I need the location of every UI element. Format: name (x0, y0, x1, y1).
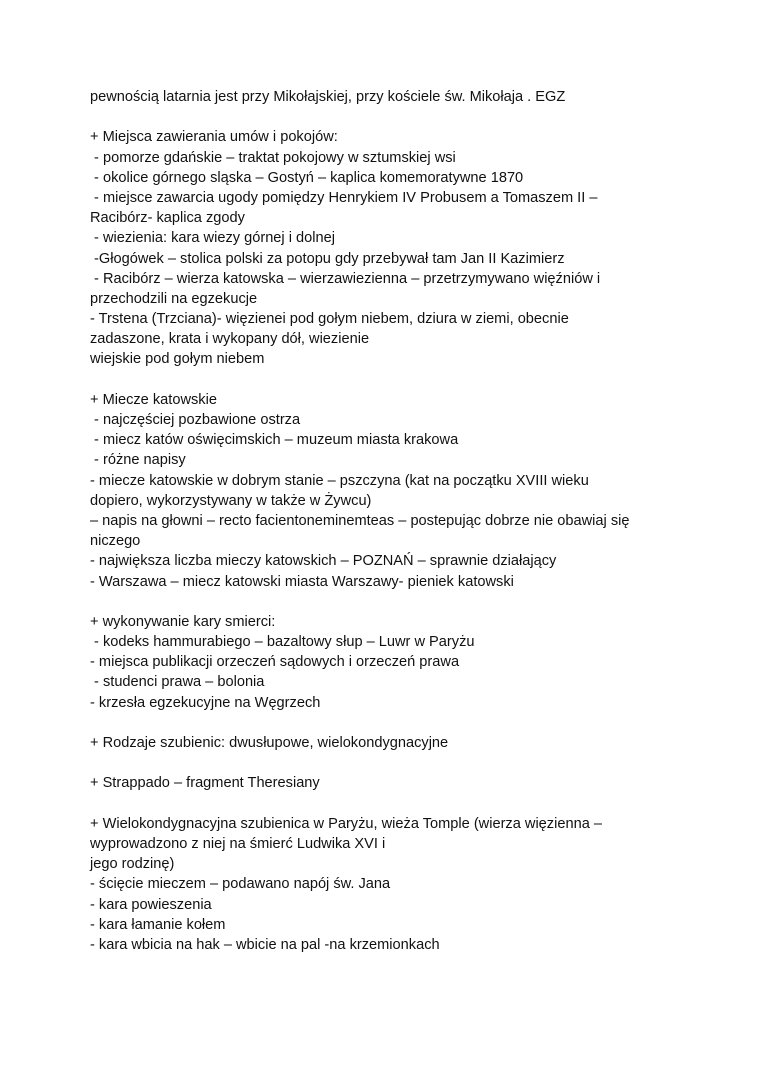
text-line: Racibórz- kaplica zgody (90, 210, 245, 227)
blank-line (90, 713, 730, 733)
text-line: - kara łamanie kołem (90, 916, 226, 933)
text-line: - pomorze gdańskie – traktat pokojowy w sztumskiej wsi (90, 149, 456, 166)
section-heading: + wykonywanie kary smierci: (90, 613, 276, 630)
section-heading: + Rodzaje szubienic: dwusłupowe, wielokondygnacyjne (90, 735, 449, 751)
text-line: - miejsca publikacji orzeczeń sądowych i orzeczeń prawa (90, 654, 460, 671)
section-heading: + Wielokondygnacyjna szubienica w Paryżu, wieża Tomple (wierza więzienna – (90, 815, 602, 832)
text-line: – napis na głowni – recto facientoneminemteas – postepując dobrze nie obawiaj się (90, 512, 630, 529)
text-line: - kodeks hammurabiego – bazaltowy słup – Luwr w Paryżu (90, 634, 475, 651)
document-page (90, 87, 730, 955)
text-line: - Racibórz – wierza katowska – wierzawiezienna – przetrzymywano więźniów i (90, 270, 601, 287)
text-line: - najczęściej pozbawione ostrza (90, 412, 301, 428)
text-line: -Głogówek – stolica polski za potopu gdy przebywał tam Jan II Kazimierz (90, 250, 565, 267)
text-line: dopiero, wykorzystywany w także w Żywcu) (90, 492, 372, 509)
text-line: pewnością latarnia jest przy Mikołajskiej, przy kościele św. Mikołaja . EGZ (90, 89, 566, 105)
text-line: przechodzili na egzekucje (90, 290, 258, 307)
text-line: wyprowadzono z niej na śmierć Ludwika XVI i (90, 835, 386, 852)
text-line: - kara powieszenia (90, 896, 212, 913)
text-line: - Warszawa – miecz katowski miasta Warszawy- pieniek katowski (90, 573, 514, 590)
text-line: - ścięcie mieczem – podawano napój św. Jana (90, 876, 391, 893)
text-line: - miecze katowskie w dobrym stanie – pszczyna (kat na początku XVIII wieku (90, 472, 589, 489)
text-line: wiejskie pod gołym niebem (90, 351, 265, 368)
blank-line (90, 107, 730, 127)
text-line: - miejsce zawarcia ugody pomiędzy Henrykiem IV Probusem a Tomaszem II – (90, 189, 598, 206)
text-line: - miecz katów oświęcimskich – muzeum miasta krakowa (90, 432, 459, 449)
blank-line (90, 592, 730, 612)
text-line: - wiezienia: kara wiezy górnej i dolnej (90, 230, 335, 247)
section-heading: + Miecze katowskie (90, 391, 217, 408)
text-line: - największa liczba mieczy katowskich – POZNAŃ – sprawnie działający (90, 553, 557, 570)
blank-line (90, 753, 730, 773)
text-line: niczego (90, 533, 141, 550)
section-heading: + Strappado – fragment Theresiany (90, 775, 320, 792)
text-line: - okolice górnego sląska – Gostyń – kaplica komemoratywne 1870 (90, 169, 524, 186)
text-line: - studenci prawa – bolonia (90, 674, 265, 691)
blank-line (90, 794, 730, 814)
blank-line (90, 370, 730, 390)
text-line: - krzesła egzekucyjne na Węgrzech (90, 694, 321, 711)
text-line: - różne napisy (90, 452, 186, 469)
text-line: zadaszone, krata i wykopany dół, wiezienie (90, 331, 370, 348)
text-line: - kara wbicia na hak – wbicie na pal -na krzemionkach (90, 936, 440, 953)
section-heading: + Miejsca zawierania umów i pokojów: (90, 129, 338, 146)
text-line: jego rodzinę) (90, 856, 175, 873)
text-line: - Trstena (Trzciana)- więzienei pod gołym niebem, dziura w ziemi, obecnie (90, 311, 569, 328)
